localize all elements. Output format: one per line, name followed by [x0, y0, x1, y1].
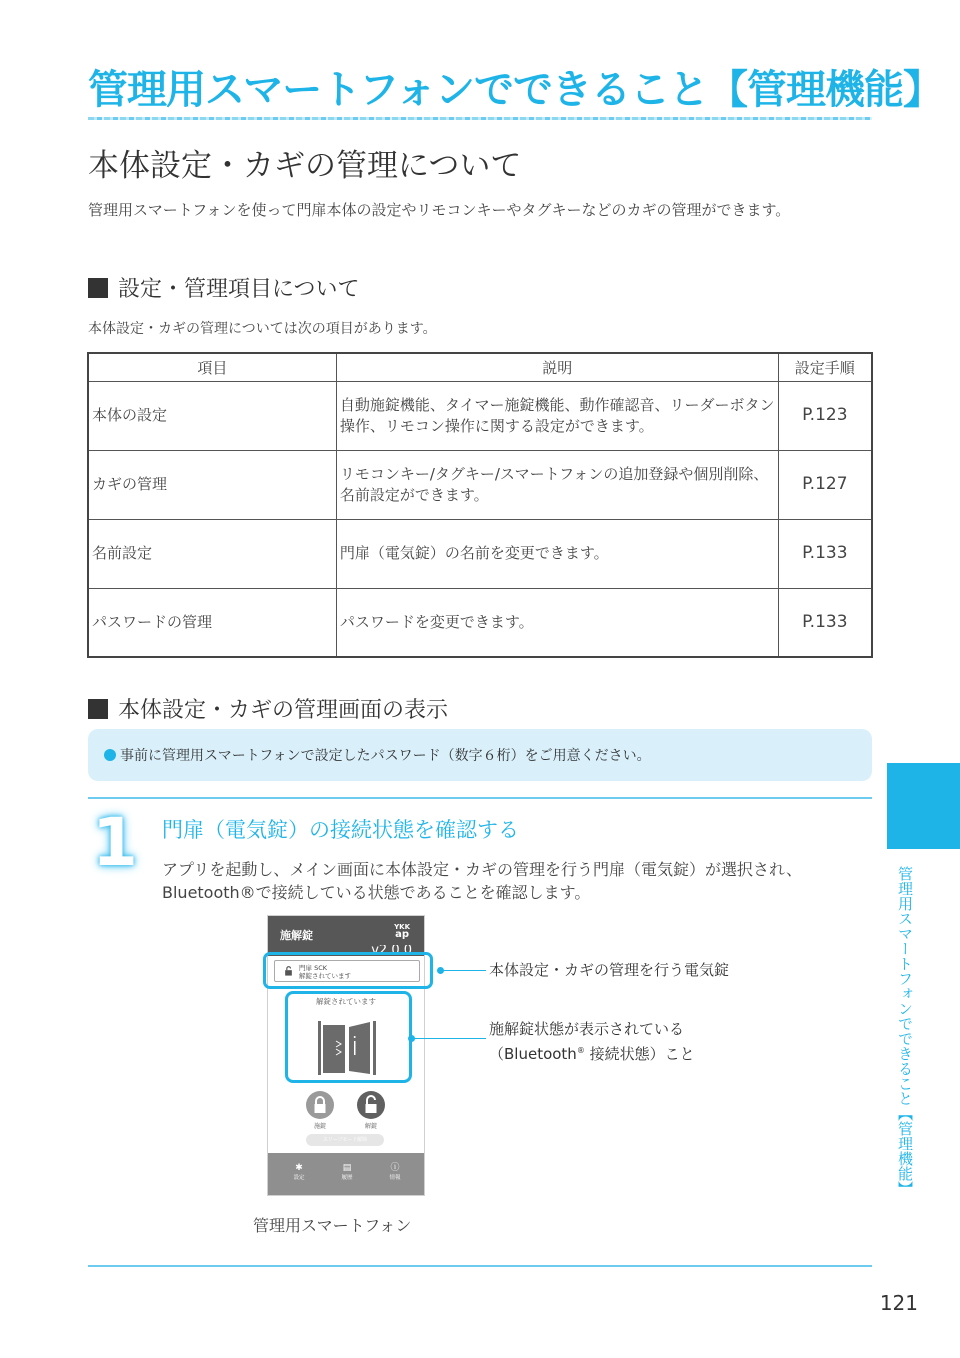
- phone-caption: 管理用スマートフォン: [253, 1216, 412, 1235]
- unlock-icon: [357, 1091, 385, 1119]
- square-bullet-icon: [88, 699, 108, 719]
- page-number: 121: [879, 1291, 918, 1315]
- column-header-page: 設定手順: [778, 353, 872, 381]
- callout-text-part: 接続状態）こと: [584, 1045, 695, 1063]
- cell-item: パスワードの管理: [88, 588, 336, 657]
- table-header-row: [88, 353, 872, 381]
- nav-info[interactable]: [380, 1163, 410, 1181]
- cell-item: 名前設定: [88, 519, 336, 588]
- highlight-lock-state: [285, 991, 412, 1083]
- step-description-line: アプリを起動し、メイン画面に本体設定・カギの管理を行う門扉（電気錠）が選択され、: [162, 860, 803, 879]
- callout-line: [412, 1038, 486, 1039]
- nav-settings[interactable]: [284, 1163, 314, 1181]
- intro-text: 管理用スマートフォンを使って門扉本体の設定やリモコンキーやタグキーなどのカギの管理ができます。: [88, 201, 791, 219]
- divider-bottom: [88, 1265, 872, 1267]
- history-icon: ▤: [342, 1163, 352, 1173]
- logo-bottom: ap: [395, 929, 409, 940]
- section-heading-label: 設定・管理項目について: [118, 277, 360, 302]
- unlock-button-label: 解錠: [364, 1123, 377, 1130]
- callout-line-text: [489, 1040, 695, 1065]
- brand-logo: [394, 924, 410, 939]
- nav-label: 設定: [293, 1175, 305, 1181]
- step-number: 1: [92, 804, 138, 881]
- column-header-item: 項目: [88, 353, 336, 381]
- note-text: 事前に管理用スマートフォンで設定したパスワード（数字６桁）をご用意ください。: [120, 748, 651, 764]
- app-header: [268, 916, 424, 956]
- app-title: 施解錠: [280, 929, 313, 942]
- table-row: [88, 450, 872, 519]
- cell-description: 門扉（電気錠）の名前を変更できます。: [336, 519, 778, 588]
- step-description: [162, 858, 862, 904]
- chapter-title: 管理用スマートフォンでできること【管理機能】: [88, 67, 942, 113]
- callout-line-text: 施解錠状態が表示されている: [489, 1020, 685, 1038]
- table-row: [88, 381, 872, 450]
- lock-icon: [306, 1091, 334, 1119]
- callout-line: [440, 970, 486, 971]
- unlock-button[interactable]: [357, 1091, 385, 1119]
- chapter-underline: [88, 117, 872, 120]
- callout-lock-target: 本体設定・カギの管理を行う電気錠: [489, 961, 730, 979]
- section-heading-label: 本体設定・カギの管理画面の表示: [118, 698, 449, 723]
- settings-table: [87, 352, 873, 658]
- table-row: [88, 588, 872, 657]
- sleep-mode-button[interactable]: スリープモード解除: [306, 1134, 384, 1146]
- cell-page-link[interactable]: P.123: [778, 381, 872, 450]
- chapter-side-label: 管理用スマートフォンでできること【管理機能】: [896, 866, 914, 1196]
- lock-name: 門扉 SCK: [299, 964, 327, 972]
- app-bottom-nav: [268, 1153, 424, 1195]
- password-note: [88, 729, 872, 781]
- section-heading-display: [88, 693, 448, 724]
- lock-status: 解錠されています: [299, 972, 351, 980]
- gear-icon: ✱: [295, 1163, 303, 1173]
- callout-text-part: （Bluetooth: [489, 1045, 577, 1063]
- cell-page-link[interactable]: P.127: [778, 450, 872, 519]
- column-header-description: 説明: [336, 353, 778, 381]
- info-icon: ⓘ: [390, 1163, 400, 1173]
- table-row: [88, 519, 872, 588]
- cell-description: パスワードを変更できます。: [336, 588, 778, 657]
- page-title: 本体設定・カギの管理について: [88, 148, 522, 184]
- lock-state-label: 解錠されています: [316, 997, 376, 1006]
- lock-button-label: 施錠: [313, 1123, 326, 1130]
- cell-description: リモコンキー/タグキー/スマートフォンの追加登録や個別削除、名前設定ができます。: [336, 450, 778, 519]
- cell-item: 本体の設定: [88, 381, 336, 450]
- nav-label: 履歴: [341, 1175, 353, 1181]
- cell-item: カギの管理: [88, 450, 336, 519]
- logo-top: YKK: [394, 923, 410, 931]
- app-version: v2.0.0: [371, 945, 412, 956]
- square-bullet-icon: [88, 278, 108, 298]
- step-description-line: Bluetooth®で接続している状態であることを確認します。: [162, 883, 591, 902]
- chapter-side-tab: [887, 763, 960, 849]
- lock-button[interactable]: [306, 1091, 334, 1119]
- cell-page-link[interactable]: P.133: [778, 588, 872, 657]
- nav-label: 情報: [389, 1175, 401, 1181]
- section-heading-items: [88, 272, 360, 303]
- cell-page-link[interactable]: P.133: [778, 519, 872, 588]
- registered-mark: ®: [576, 1046, 585, 1055]
- section-lead: 本体設定・カギの管理については次の項目があります。: [88, 321, 437, 337]
- cell-description: 自動施錠機能、タイマー施錠機能、動作確認音、リーダーボタン操作、リモコン操作に関する設定ができます。: [336, 381, 778, 450]
- divider-top: [88, 797, 872, 799]
- step-title: 門扉（電気錠）の接続状態を確認する: [162, 818, 519, 842]
- bullet-dot-icon: [104, 749, 116, 761]
- nav-history[interactable]: [332, 1163, 362, 1181]
- highlight-lock-card: [263, 952, 433, 989]
- callout-connection-state: [489, 1018, 695, 1065]
